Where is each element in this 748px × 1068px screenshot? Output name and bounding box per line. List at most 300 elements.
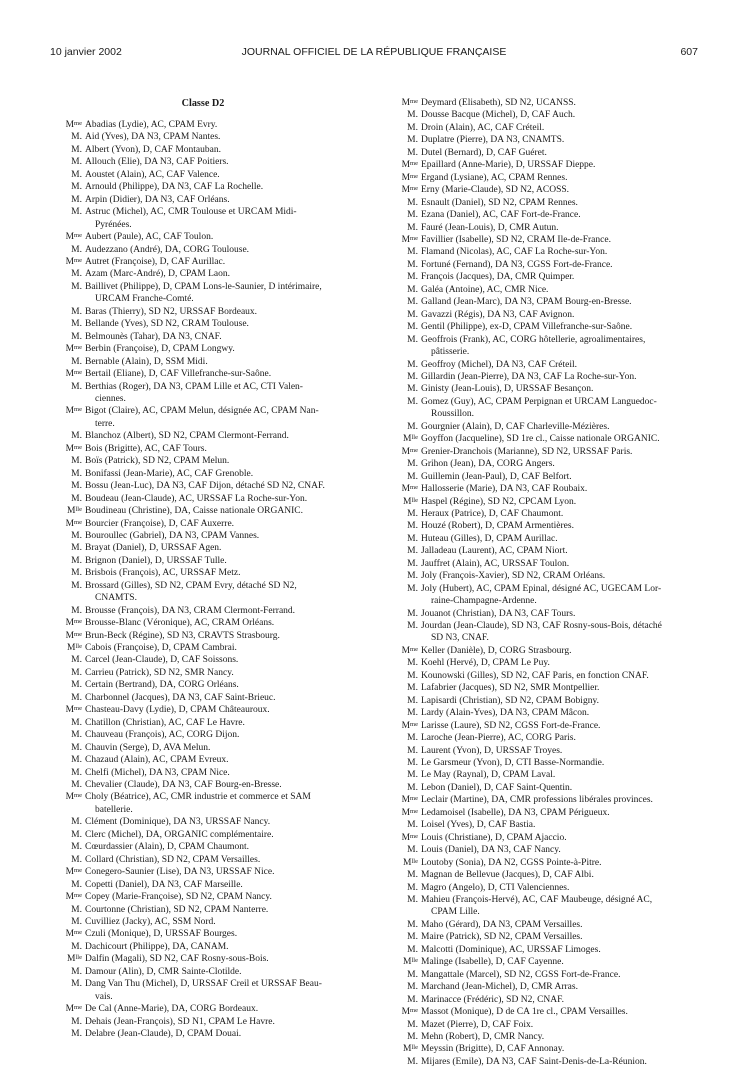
entry-title: M. [71,829,82,840]
entry-text: Albert (Yvon), D, CAF Montauban. [85,144,221,155]
entry-title: M. [71,692,82,703]
entry-title: M. [407,932,418,943]
entry-title: M. [71,281,82,292]
list-entry [388,670,690,682]
list-entry [388,608,690,620]
list-entry [388,259,690,271]
issue-date: 10 janvier 2002 [50,46,122,58]
entry-text: Brignon (Daniel), D, URSSAF Tulle. [85,555,227,566]
entry-title: M. [407,994,418,1005]
entry-text: Gourgnier (Alain), D, CAF Charleville-Mézières. [421,421,610,432]
entry-title: M. [407,135,418,146]
entry-title: M. [71,431,82,442]
list-entry [52,667,354,679]
list-entry [52,928,354,940]
list-entry [52,953,354,965]
list-entry [388,159,690,171]
entry-title: M. [407,1019,418,1030]
entry-title: M. [71,157,82,168]
entry-text: Cuvilliez (Jacky), AC, SSM Nord. [85,917,216,927]
entry-title: $M^{me}$ [65,256,82,267]
entry-text: Mazet (Pierre), D, CAF Foix. [421,1019,534,1030]
entry-title: M. [71,543,82,554]
entry-text: Favillier (Isabelle), SD N2, CRAM Ile-de-France. [421,234,611,245]
list-entry [388,446,690,458]
entry-text: De Cal (Anne-Marie), DA, CORG Bordeaux. [85,1004,259,1015]
list-entry [388,271,690,283]
list-entry [388,545,690,557]
entry-text: Bourcier (Françoise), D, CAF Auxerre. [85,518,235,529]
entry-text: Lebon (Daniel), D, CAF Saint-Quentin. [421,782,573,793]
entry-title: M. [71,456,82,467]
list-entry [388,122,690,134]
entry-title: $M^{lle}$ [403,957,418,968]
list-entry [52,356,354,368]
entry-title: M. [71,169,82,180]
list-entry [52,156,354,168]
entry-title: $M^{me}$ [65,120,82,130]
entry-text: Hallosserie (Marie), DA N3, CAF Roubaix. [421,484,588,495]
entry-title: $M^{lle}$ [403,857,418,868]
entry-title: M. [71,381,82,392]
entry-title: M. [407,658,418,669]
entry-text-continued: Pyrénées. [95,219,132,230]
entry-text: Gavazzi (Régis), DA N3, CAF Avignon. [421,309,575,320]
entry-text: Boudeau (Jean-Claude), AC, URSSAF La Roche-sur-Yon. [85,493,308,504]
entry-title: $M^{me}$ [401,645,418,656]
entry-text: Clément (Dominique), DA N3, URSSAF Nancy. [85,817,271,828]
list-entry [388,309,690,321]
entry-title: M. [407,421,418,432]
entry-title: $M^{me}$ [401,160,418,171]
entry-title: M. [71,941,82,952]
entry-title: M. [407,322,418,333]
entry-text: Mijares (Emile), DA N3, CAF Saint-Denis-de-La-Réunion. [421,1056,647,1067]
entry-text: Carcel (Jean-Claude), D, CAF Soissons. [85,655,239,666]
entry-text: Audezzano (André), DA, CORG Toulouse. [85,244,250,255]
entry-text: Laurent (Yvon), D, URSSAF Troyes. [421,745,563,756]
list-entry [388,757,690,769]
entry-title: M. [71,605,82,616]
list-entry [388,981,690,993]
list-entry [52,754,354,766]
list-entry [52,430,354,442]
entry-text: Jauffret (Alain), AC, URSSAF Toulon. [421,558,570,569]
list-entry [388,109,690,121]
entry-title: M. [71,194,82,205]
entry-text: Delabre (Jean-Claude), D, CPAM Douai. [85,1029,242,1040]
list-entry [52,455,354,467]
entry-text: Berthias (Roger), DA N3, CPAM Lille et AC, CTI Valen- [85,381,303,392]
entry-title: M. [71,979,82,990]
entry-title: M. [71,580,82,591]
entry-text-continued: SD N3, CNAF. [431,633,489,644]
entry-text: Gomez (Guy), AC, CPAM Perpignan et URCAM Languedoc- [421,396,657,407]
list-entry [388,1019,690,1031]
entry-title: M. [407,197,418,208]
entry-title: M. [71,755,82,766]
entry-text-continued: URCAM Franche-Comté. [95,294,194,305]
list-entry [52,791,354,816]
entry-title: M. [407,758,418,769]
entry-title: M. [71,917,82,927]
list-entry [388,645,690,657]
entry-title: M. [407,334,418,345]
list-entry [52,978,354,1003]
entry-title: M. [407,297,418,308]
entry-title: M. [407,546,418,557]
entry-text: Bonifassi (Jean-Marie), AC, CAF Grenoble. [85,468,254,479]
entry-title: $M^{me}$ [401,795,418,806]
entry-title: M. [71,879,82,890]
entry-text-continued: pâtisserie. [431,347,470,358]
entry-title: $M^{me}$ [65,232,82,243]
entry-title: M. [407,222,418,233]
list-entry [388,197,690,209]
list-entry [52,854,354,866]
entry-title: $M^{me}$ [401,484,418,495]
entry-title: M. [71,244,82,255]
entry-title: M. [407,944,418,955]
entry-title: M. [71,680,82,691]
entry-title: M. [407,210,418,221]
entry-title: $M^{lle}$ [403,496,418,507]
entry-title: M. [407,683,418,694]
list-entry [388,284,690,296]
entry-title: M. [407,247,418,258]
entry-text: Cœurdassier (Alain), D, CPAM Chaumont. [85,842,250,853]
entry-title: M. [407,608,418,619]
entry-text: Chevalier (Claude), DA N3, CAF Bourg-en-Bresse. [85,780,282,791]
list-entry [388,533,690,545]
entry-text-continued: CPAM Lille. [431,907,480,918]
list-entry [52,542,354,554]
entry-text: Arnould (Philippe), DA N3, CAF La Rochelle. [85,182,264,193]
list-entry [388,570,690,582]
entry-title: M. [407,695,418,706]
list-entry [388,396,690,421]
list-entry [52,480,354,492]
entry-title: M. [71,966,82,977]
entry-title: M. [407,882,418,893]
entry-title: M. [407,284,418,295]
list-entry [52,816,354,828]
entry-text: Clerc (Michel), DA, ORGANIC complémentaire. [85,829,274,840]
list-entry [388,707,690,719]
entry-title: M. [71,555,82,566]
entry-title: M. [71,306,82,317]
list-entry [52,268,354,280]
entry-title: $M^{me}$ [65,344,82,355]
entry-title: $M^{me}$ [65,406,82,417]
entry-text: Galland (Jean-Marc), DA N3, CPAM Bourg-en-Bresse. [421,297,632,308]
entry-text: Autret (Françoise), D, CAF Aurillac. [85,256,226,267]
list-entry [52,530,354,542]
journal-title: JOURNAL OFFICIEL DE LA RÉPUBLIQUE FRANÇAISE [241,46,507,58]
entry-text: Malinge (Isabelle), D, CAF Cayenne. [421,957,564,968]
list-entry [52,368,354,380]
entry-title: M. [407,508,418,519]
entry-text: Maire (Patrick), SD N2, CPAM Versailles. [421,932,583,943]
entry-text: Meyssin (Brigitte), D, CAF Annonay. [421,1044,565,1055]
entry-title: $M^{me}$ [401,185,418,196]
list-entry [388,471,690,483]
list-entry [52,194,354,206]
entry-text: Chasteau-Davy (Lydie), D, CPAM Châteauroux. [85,705,270,716]
entry-text: Laroche (Jean-Pierre), AC, CORG Paris. [421,733,576,744]
entry-text: Bois (Brigitte), AC, CAF Tours. [85,443,207,454]
entry-text: Duplatre (Pierre), DA N3, CNAMTS. [421,135,565,146]
list-entry [388,769,690,781]
entry-title: M. [71,780,82,791]
list-entry [388,421,690,433]
list-entry [52,206,354,231]
list-entry [388,483,690,495]
list-entry [52,181,354,193]
list-entry [388,956,690,968]
list-entry [52,1028,354,1040]
entry-text: Brun-Beck (Régine), SD N3, CRAVTS Strasbourg. [85,630,280,641]
list-entry [52,256,354,268]
entry-text: Bigot (Claire), AC, CPAM Melun, désignée AC, CPAM Nan- [85,406,319,417]
entry-title: M. [407,782,418,793]
entry-title: M. [407,147,418,158]
entry-title: M. [407,471,418,482]
entry-title: M. [407,621,418,632]
entry-title: M. [407,521,418,532]
list-entry [388,147,690,159]
entry-title: $M^{me}$ [401,172,418,183]
entry-text-continued: vais. [95,991,113,1002]
entry-text: Erny (Marie-Claude), SD N2, ACOSS. [421,185,570,196]
list-entry [388,296,690,308]
entry-text: Aoustet (Alain), AC, CAF Valence. [85,169,220,180]
entry-text: Choly (Béatrice), AC, CMR industrie et commerce et SAM [85,792,311,803]
entry-text: Geoffrois (Frank), AC, CORG hôtellerie, agroalimentaires, [421,334,646,345]
section-title: Classe D2 [181,98,225,109]
entry-text: Courtonne (Christian), SD N2, CPAM Nanterre. [85,904,269,915]
list-entry [388,184,690,196]
entry-title: M. [407,359,418,370]
entry-text: Cabois (Françoise), D, CPAM Cambrai. [85,643,237,654]
entry-text: Copetti (Daniel), DA N3, CAF Marseille. [85,879,243,890]
list-entry [52,605,354,617]
list-entry [388,844,690,856]
list-entry [52,119,354,131]
list-entry [52,131,354,143]
list-entry [388,794,690,806]
entry-text: Berbin (Françoise), D, CPAM Longwy. [85,344,235,355]
list-entry [388,657,690,669]
entry-text: Marinacce (Frédéric), SD N2, CNAF. [421,994,565,1005]
entry-text: Bernable (Alain), D, SSM Midi. [85,356,208,367]
entry-text: Dang Van Thu (Michel), D, URSSAF Creil et URSSAF Beau- [85,979,322,990]
entry-title: $M^{me}$ [401,1007,418,1018]
list-entry [388,234,690,246]
entry-title: M. [407,110,418,121]
entry-text-continued: CNAMTS. [95,593,137,604]
list-entry [388,458,690,470]
entry-title: M. [71,730,82,741]
entry-title: $M^{me}$ [65,618,82,629]
list-entry [52,1003,354,1015]
list-entry [52,742,354,754]
entry-title: $M^{lle}$ [403,1044,418,1055]
entry-text: Conegero-Saunier (Lise), DA N3, URSSAF Nice. [85,867,275,878]
list-entry [52,318,354,330]
entry-text: Dousse Bacque (Michel), D, CAF Auch. [421,110,576,121]
list-entry [52,879,354,891]
list-entry [52,692,354,704]
entry-text: Le Garsmeur (Yvon), D, CTI Basse-Normandie. [421,758,605,769]
entry-title: M. [71,331,82,342]
entry-title: M. [407,122,418,133]
list-entry [388,807,690,819]
list-entry [388,383,690,395]
list-entry [388,371,690,383]
entry-text: Chatillon (Christian), AC, CAF Le Havre. [85,717,245,728]
entry-text: Lardy (Alain-Yves), DA N3, CPAM Mâcon. [421,708,590,719]
entry-text: Loutoby (Sonia), DA N2, CGSS Pointe-à-Pitre. [421,857,602,868]
entry-text: Esnault (Daniel), SD N2, CPAM Rennes. [421,197,578,208]
entry-text: Dutel (Bernard), D, CAF Guéret. [421,147,547,158]
list-entry [52,443,354,455]
entry-title: M. [407,982,418,993]
entry-text-continued: terre. [95,418,115,429]
entry-text: Droin (Alain), AC, CAF Créteil. [421,122,545,133]
entry-title: M. [407,309,418,320]
list-entry [388,695,690,707]
entry-text: Joly (Hubert), AC, CPAM Epinal, désigné AC, UGECAM Lor- [421,583,662,594]
entry-text: Brisbois (François), AC, URSSAF Metz. [85,568,241,579]
entry-title: M. [71,530,82,541]
list-entry [388,246,690,258]
entry-title: M. [71,904,82,915]
entry-text: Larisse (Laure), SD N2, CGSS Fort-de-France. [421,720,601,731]
entry-title: M. [407,1031,418,1042]
list-entry [52,654,354,666]
entry-title: $M^{me}$ [65,792,82,803]
entry-text: Deymard (Elisabeth), SD N2, UCANSS. [421,98,576,108]
list-entry [388,944,690,956]
entry-text: Ginisty (Jean-Louis), D, URSSAF Besançon. [421,384,594,395]
list-entry [388,583,690,608]
list-entry [388,496,690,508]
entry-text: Allouch (Elie), DA N3, CAF Poitiers. [85,157,229,168]
entry-text: Astruc (Michel), AC, CMR Toulouse et URCAM Midi- [85,207,297,218]
list-entry [388,1031,690,1043]
entry-text: Koehl (Hervé), D, CPAM Le Puy. [421,658,550,669]
entry-text: Guillemin (Jean-Paul), D, CAF Belfort. [421,471,572,482]
entry-title: M. [407,583,418,594]
entry-text: Czuli (Monique), D, URSSAF Bourges. [85,929,238,940]
list-entry [52,904,354,916]
entry-title: M. [71,717,82,728]
entry-text: Brayat (Daniel), D, URSSAF Agen. [85,543,222,554]
entry-title: M. [407,708,418,719]
entry-title: M. [407,1056,418,1067]
entry-text: Keller (Danièle), D, CORG Strasbourg. [421,645,572,656]
entry-title: $M^{lle}$ [67,954,82,965]
list-entry [52,505,354,517]
list-entry [52,916,354,928]
entry-title: $M^{me}$ [401,832,418,843]
entry-title: $M^{lle}$ [403,434,418,445]
list-entry [388,782,690,794]
entry-text: Azam (Marc-André), D, CPAM Laon. [85,269,231,280]
list-entry [52,306,354,318]
entry-text: Grihon (Jean), DA, CORG Angers. [421,459,555,470]
entry-text: Huteau (Gilles), D, CPAM Aurillac. [421,533,558,544]
list-entry [388,720,690,732]
entry-text: Marchand (Jean-Michel), D, CMR Arras. [421,982,578,993]
entry-text: Galéa (Antoine), AC, CMR Nice. [421,284,549,295]
entry-title: M. [407,870,418,881]
list-entry [388,819,690,831]
entry-text: Chauveau (François), AC, CORG Dijon. [85,730,240,741]
list-entry [52,281,354,306]
entry-text: Goyffon (Jacqueline), SD 1re cl., Caisse nationale ORGANIC. [421,434,660,445]
entry-text: Mahieu (François-Hervé), AC, CAF Maubeuge, désigné AC, [421,895,653,905]
entry-title: M. [71,493,82,504]
entry-text: Mangattale (Marcel), SD N2, CGSS Fort-de-France. [421,969,621,980]
entry-text: François (Jacques), DA, CMR Quimper. [421,272,575,283]
list-entry [388,919,690,931]
entry-title: $M^{me}$ [65,867,82,878]
entry-text: Magnan de Bellevue (Jacques), D, CAF Albi. [421,870,594,881]
entry-title: M. [71,767,82,778]
entry-text: Joly (François-Xavier), SD N2, CRAM Orléans. [421,571,606,582]
list-entry [388,1056,690,1068]
entry-title: M. [407,459,418,470]
entry-text: Aid (Yves), DA N3, CPAM Nantes. [85,132,221,143]
list-entry [388,558,690,570]
entry-text: Damour (Alin), D, CMR Sainte-Clotilde. [85,966,242,977]
entry-text: Chelfi (Michel), DA N3, CPAM Nice. [85,767,230,778]
entry-title: M. [407,259,418,270]
entry-text-continued: Roussillon. [431,409,475,420]
entry-text: Blanchoz (Albert), SD N2, CPAM Clermont-Ferrand. [85,431,289,442]
entry-text: Boïs (Patrick), SD N2, CPAM Melun. [85,456,230,467]
list-entry [388,97,690,109]
entry-title: M. [71,207,82,218]
entry-text: Houzé (Robert), D, CPAM Armentières. [421,521,574,532]
list-entry [388,869,690,881]
entry-text: Copey (Marie-Françoise), SD N2, CPAM Nancy. [85,892,272,903]
list-entry [52,704,354,716]
entry-title: M. [71,269,82,280]
entry-text: Louis (Christiane), D, CPAM Ajaccio. [421,832,567,843]
list-entry [52,381,354,406]
entry-title: M. [71,319,82,330]
entry-text-continued: ciennes. [95,393,126,404]
entry-title: M. [71,667,82,678]
list-entry [52,343,354,355]
entry-title: M. [407,558,418,569]
list-entry [52,405,354,430]
entry-title: M. [407,770,418,781]
entry-title: M. [71,132,82,143]
list-entry [52,891,354,903]
entry-title: $M^{me}$ [401,234,418,245]
list-entry [52,729,354,741]
entry-title: M. [407,384,418,395]
entry-title: M. [71,356,82,367]
list-entry [388,359,690,371]
entry-text: Massot (Monique), D de CA 1re cl., CPAM Versailles. [421,1007,628,1018]
entry-text: Flamand (Nicolas), AC, CAF La Roche-sur-Yon. [421,247,608,258]
entry-text: Gentil (Philippe), ex-D, CPAM Villefranche-sur-Saône. [421,322,633,333]
